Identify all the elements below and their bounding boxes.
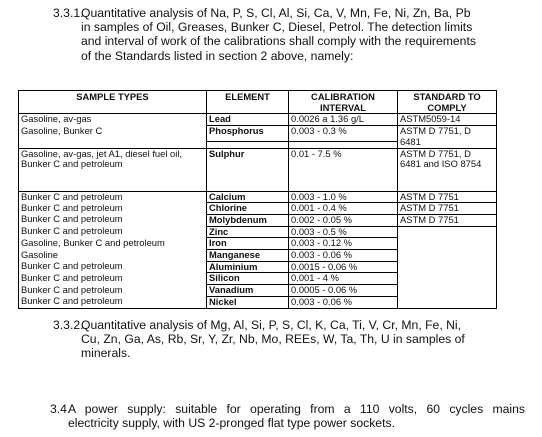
- section-text: [81, 6, 522, 63]
- section-number: 3.3.1.: [53, 6, 84, 20]
- section-number: 3.4.: [50, 402, 71, 416]
- header-calibration-interval: CALIBRATION INTERVAL: [289, 91, 398, 114]
- element-cell: Phosphorus: [207, 126, 289, 141]
- element-cell: Lead: [207, 114, 289, 126]
- sample-cell: Gasoline, Bunker C and petroleum: [19, 238, 207, 250]
- table-row: [19, 126, 497, 141]
- text-line: Quantitative analysis of Mg, Al, Si, P, S, Cl, K, Ca, Ti, V, Cr, Mn, Fe, Ni,: [81, 318, 461, 332]
- sample-cell: Bunker C and petroleum: [19, 214, 207, 226]
- standard-cell: ASTM D 7751: [398, 191, 497, 203]
- text-line: Quantitative analysis of Na, P, S, Cl, Al, Si, Ca, V, Mn, Fe, Ni, Zn, Ba, Pb: [81, 6, 471, 20]
- standard-cell: ASTM D 7751: [398, 203, 497, 215]
- text-line: Cu, Zn, Ga, As, Rb, Sr, Y, Zr, Nb, Mo, REEs, W, Ta, Th, U in samples of: [81, 332, 465, 347]
- interval-cell: 0.003 - 1.0 %: [289, 191, 398, 203]
- standard-cell: [398, 226, 497, 308]
- text-line: minerals.: [81, 346, 131, 361]
- element-cell: Chlorine: [207, 203, 289, 215]
- sample-cell: Gasoline, av-gas, jet A1, diesel fuel oil, Bunker C and petroleum: [19, 148, 207, 191]
- header-element: ELEMENT: [207, 91, 289, 114]
- text-line: in samples of Oil, Greases, Bunker C, Diesel, Petrol. The detection limits: [81, 20, 473, 35]
- interval-cell: 0.0015 - 0.06 %: [289, 261, 398, 273]
- sample-cell: Bunker C and petroleum: [19, 261, 207, 273]
- table-row: [19, 114, 497, 126]
- sample-cell: Bunker C and petroleum: [19, 226, 207, 238]
- sample-cell: Gasoline: [19, 250, 207, 262]
- text-line: of the Standards listed in section 2 above, namely:: [81, 48, 354, 63]
- sample-cell: Bunker C and petroleum: [19, 285, 207, 297]
- element-cell: Zinc: [207, 226, 289, 238]
- element-cell: Sulphur: [207, 148, 289, 191]
- standards-table: [18, 90, 497, 309]
- element-cell: Manganese: [207, 250, 289, 262]
- text-line: and interval of work of the calibrations shall comply with the requirements: [81, 34, 476, 49]
- sample-cell: Bunker C and petroleum: [19, 296, 207, 308]
- sample-cell: Bunker C and petroleum: [19, 191, 207, 203]
- element-cell: Molybdenum: [207, 214, 289, 226]
- section-number: 3.3.2.: [53, 318, 84, 332]
- element-cell: Nickel: [207, 296, 289, 308]
- text-line: electricity supply, with US 2-pronged flat type power sockets.: [68, 416, 395, 431]
- sample-cell: Bunker C and petroleum: [19, 203, 207, 215]
- interval-cell: 0.003 - 0.5 %: [289, 226, 398, 238]
- table-row: [19, 148, 497, 191]
- element-cell: Vanadium: [207, 285, 289, 297]
- element-cell: Silicon: [207, 273, 289, 285]
- interval-cell: 0.003 - 0.3 %: [289, 126, 398, 141]
- sample-cell: Gasoline, av-gas: [19, 114, 207, 126]
- interval-cell: 0.0005 - 0.06 %: [289, 285, 398, 297]
- section-text: [68, 402, 525, 430]
- interval-cell: 0.001 - 0.4 %: [289, 203, 398, 215]
- text-line: A power supply: suitable for operating from a 110 volts, 60 cycles mains: [68, 402, 525, 416]
- interval-cell: 0.01 - 7.5 %: [289, 148, 398, 191]
- section-text: [81, 318, 522, 361]
- header-sample-types: SAMPLE TYPES: [19, 91, 207, 114]
- header-standard: STANDARD TO COMPLY: [398, 91, 497, 114]
- element-cell: Iron: [207, 238, 289, 250]
- interval-cell: 0.002 - 0.05 %: [289, 214, 398, 226]
- interval-cell: 0.003 - 0.06 %: [289, 250, 398, 262]
- standard-cell: ASTM D 7751, D 6481: [398, 126, 497, 148]
- interval-cell: 0.003 - 0.06 %: [289, 296, 398, 308]
- sample-cell: Bunker C and petroleum: [19, 273, 207, 285]
- element-cell: Calcium: [207, 191, 289, 203]
- interval-cell: 0.0026 a 1.36 g/L: [289, 114, 398, 126]
- standard-cell: ASTM D 7751: [398, 214, 497, 226]
- standard-cell: ASTM5059-14: [398, 114, 497, 126]
- interval-cell: 0.001 - 4 %: [289, 273, 398, 285]
- interval-cell: 0.003 - 0.12 %: [289, 238, 398, 250]
- standard-cell: ASTM D 7751, D 6481 and ISO 8754: [398, 148, 497, 191]
- element-cell: Aluminium: [207, 261, 289, 273]
- table-header-row: [19, 91, 497, 114]
- sample-cell: Gasoline, Bunker C: [19, 126, 207, 141]
- table-row: [19, 191, 497, 203]
